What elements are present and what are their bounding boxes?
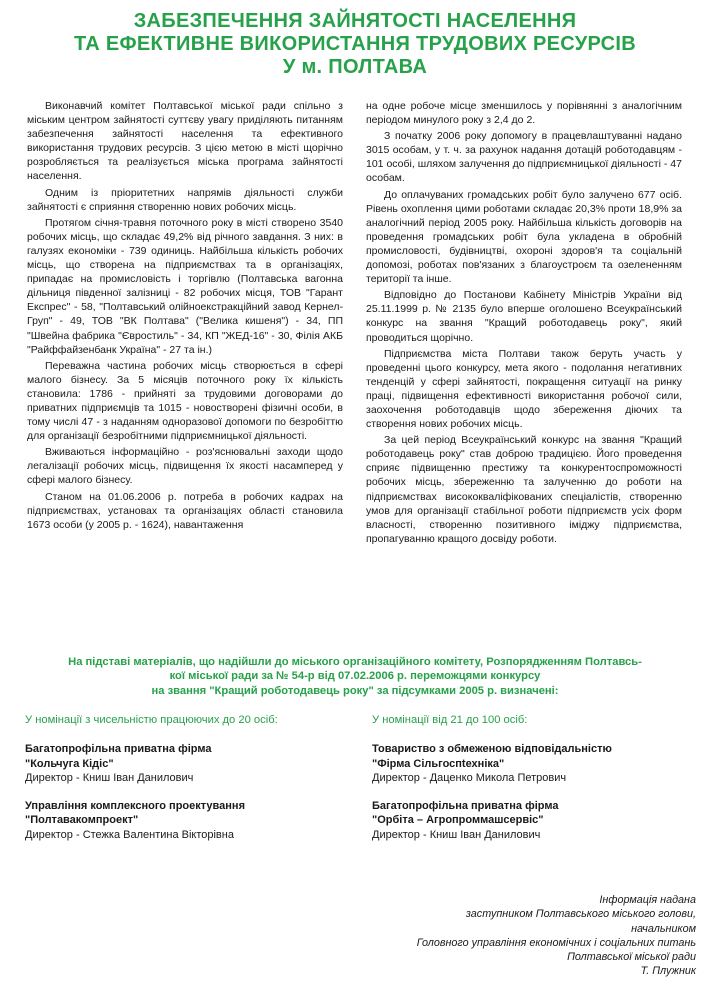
- title-line-1: ЗАБЕЗПЕЧЕННЯ ЗАЙНЯТОСТІ НАСЕЛЕННЯ: [133, 10, 577, 32]
- page-title: [0, 10, 710, 79]
- paragraph: Виконавчий комітет Полтавської міської ради спільно з міським центром зайнятості суттєву увагу приділяють питанням забезпечення зайнятості населення та ефективного використання трудових ресурсів. З цією метою в місті щорічно розробляється та реалізується міська програма зайнятості населення.: [27, 100, 343, 183]
- winner-entry: [372, 799, 695, 842]
- attribution-line: Полтавської міської ради: [567, 951, 696, 964]
- paragraph: Вживаються інформаційно - роз'яснювальні заходи щодо легалізації робочих місць, підвищення їх якості насамперед у сфері малого бізнесу.: [27, 446, 343, 487]
- right-column: [366, 99, 682, 548]
- attribution-line: Інформація надана: [599, 894, 696, 906]
- winner-name-quoted: "Полтавакомпроект": [25, 814, 139, 827]
- paragraph: Переважна частина робочих місць створюється в сфері малого бізнесу. За 5 місяців поточного року їх кількість становила: 1786 - прийняті за трудовими договорами до приватних підприємців та 1015 - новостворені фізичні особи, в тому числі 47 - з наданням одноразової допомоги по безробіттю для організації безробітними підприємницької діяльності.: [27, 359, 343, 443]
- source-attribution: [276, 893, 696, 979]
- winner-name-quoted: "Кольчуга Кідіс": [25, 757, 114, 770]
- winner-name: Багатопрофільна приватна фірма: [372, 800, 559, 813]
- paragraph: До оплачуваних громадських робіт було залучено 677 осіб. Рівень охоплення цими роботами складає 20,3% проти 18,9% за аналогічний період 2005 року. Найбільша кількість договорів на проведення громадських робіт була укладена в обробній промисловості, будівництві, охороні здоров'я та соціальній допомозі, роботах пов'язаних з благоустроєм та озелененням території та інше.: [366, 188, 683, 286]
- winner-director: Директор - Книш Іван Данилович: [372, 828, 541, 841]
- winner-name-quoted: "Фірма Сільгоспtехніка": [372, 757, 505, 770]
- attribution-line: начальником: [631, 922, 696, 935]
- winner-director: Директор - Книш Іван Данилович: [25, 771, 194, 784]
- paragraph: на одне робоче місце зменшилось у порівнянні з аналогічним періодом минулого року з 2,4 до 2.: [366, 100, 682, 127]
- winner-entry: [25, 799, 348, 842]
- announcement-line-1: На підставі матеріалів, що надійшли до міського організаційного комітету, Розпорядженням Полтавсь-: [68, 656, 642, 668]
- winner-name: Товариство з обмеженою відповідальністю: [372, 743, 612, 756]
- nomination-heading: У номінації з чисельністю працюючих до 20 осіб:: [25, 714, 278, 726]
- winner-name: Управління комплексного проектування: [25, 800, 245, 813]
- paragraph: Відповідно до Постанови Кабінету Міністрів України від 25.11.1999 р. № 2135 було вперше оголошено Всеукраїнський конкурс на звання "Кращий роботодавець року", який проводиться щорічно.: [366, 289, 682, 344]
- paragraph: Станом на 01.06.2006 р. потреба в робочих кадрах на підприємствах, установах та організаціях області становила 1673 особи (у 2005 р. - 1624), навантаження: [27, 490, 343, 531]
- title-line-2: ТА ЕФЕКТИВНЕ ВИКОРИСТАННЯ ТРУДОВИХ РЕСУРСІВ: [74, 33, 636, 55]
- winner-entry: [372, 742, 695, 785]
- announcement-line-3: на звання "Кращий роботодавець року" за підсумками 2005 р. визначені:: [151, 684, 559, 697]
- nomination-heading: У номінації від 21 до 100 осіб:: [372, 714, 528, 726]
- winner-director: Директор - Стежка Валентина Вікторівна: [25, 828, 234, 841]
- paragraph: За цей період Всеукраїнський конкурс на звання "Кращий роботодавець року" став доброю традицією. Його проведення сприяє підвищенню престижу та конкурентоспроможності робочих місць, збереженню та залученню до роботи на підприємствах висококваліфікованих спеціалістів, створенню умов для організації стабільної роботи підприємств усіх форм власності, створенню позитивного іміджу підприємства, пропагуванню кращого досвіду роботи.: [366, 434, 682, 545]
- paragraph: Протягом січня-травня поточного року в місті створено 3540 робочих місць, що складає 49,2% від річного завдання. З них: в галузях економіки - 739 одиниць. Найбільша кількість робочих місць, що створена на підприємствах та в організаціях, припадає на промисловість і торгівлю (Полтавська вагонна дільниця південної залізниці - 82 робочих місця, ТОВ "Гарант Експрес" - 58, "Полтавський олійноекстракційний завод Кернел-Груп" - 49, ТОВ "ВК Полтава" ("Велика кишеня") - 34, ПП "Швейна фабрика "Євростиль" - 34, КП "ЖЕД-16" - 30, Філія АКБ "Райффайзенбанк Україна" - 27 та ін.): [27, 216, 343, 356]
- nomination-up-to-20: [25, 713, 348, 856]
- paragraph: Підприємства міста Полтави також беруть участь у проведенні цього конкурсу, мета якого - подолання негативних тенденцій у сфері зайнятості, покращення ситуації на ринку праці, підвищення ефективності використання робочої сили, заохочення роботодавців щодо збереження діючих та створення нових робочих місць.: [366, 347, 682, 431]
- winner-director: Директор - Даценко Микола Петрович: [372, 771, 567, 784]
- announcement-line-2: кої міської ради за № 54-р від 07.02.2006 р. переможцями конкурсу: [169, 670, 541, 683]
- article-body: [27, 99, 683, 548]
- left-column: [27, 99, 343, 548]
- nominations: [25, 713, 695, 856]
- winner-entry: [25, 742, 348, 785]
- winner-name: Багатопрофільна приватна фірма: [25, 743, 212, 756]
- title-line-3: У м. ПОЛТАВА: [282, 56, 428, 78]
- paragraph: З початку 2006 року допомогу в працевлаштуванні надано 3015 особам, у т. ч. за рахунок надання дотацій роботодавцям - 101 особі, шляхом залучення до підприємницької діяльності - 47 особам.: [366, 130, 682, 185]
- announcement: [0, 655, 710, 698]
- attribution-line: Головного управління економічних і соціальних питань: [416, 936, 696, 949]
- attribution-author: Т. Плужник: [640, 965, 696, 978]
- winner-name-quoted: "Орбіта – Агропроммашсервіс": [372, 814, 544, 827]
- attribution-line: заступником Полтавського міського голови,: [465, 908, 696, 921]
- paragraph: Одним із пріоритетних напрямів діяльності служби зайнятості є сприяння створенню нових робочих місць.: [27, 186, 343, 213]
- nomination-21-to-100: [372, 713, 695, 856]
